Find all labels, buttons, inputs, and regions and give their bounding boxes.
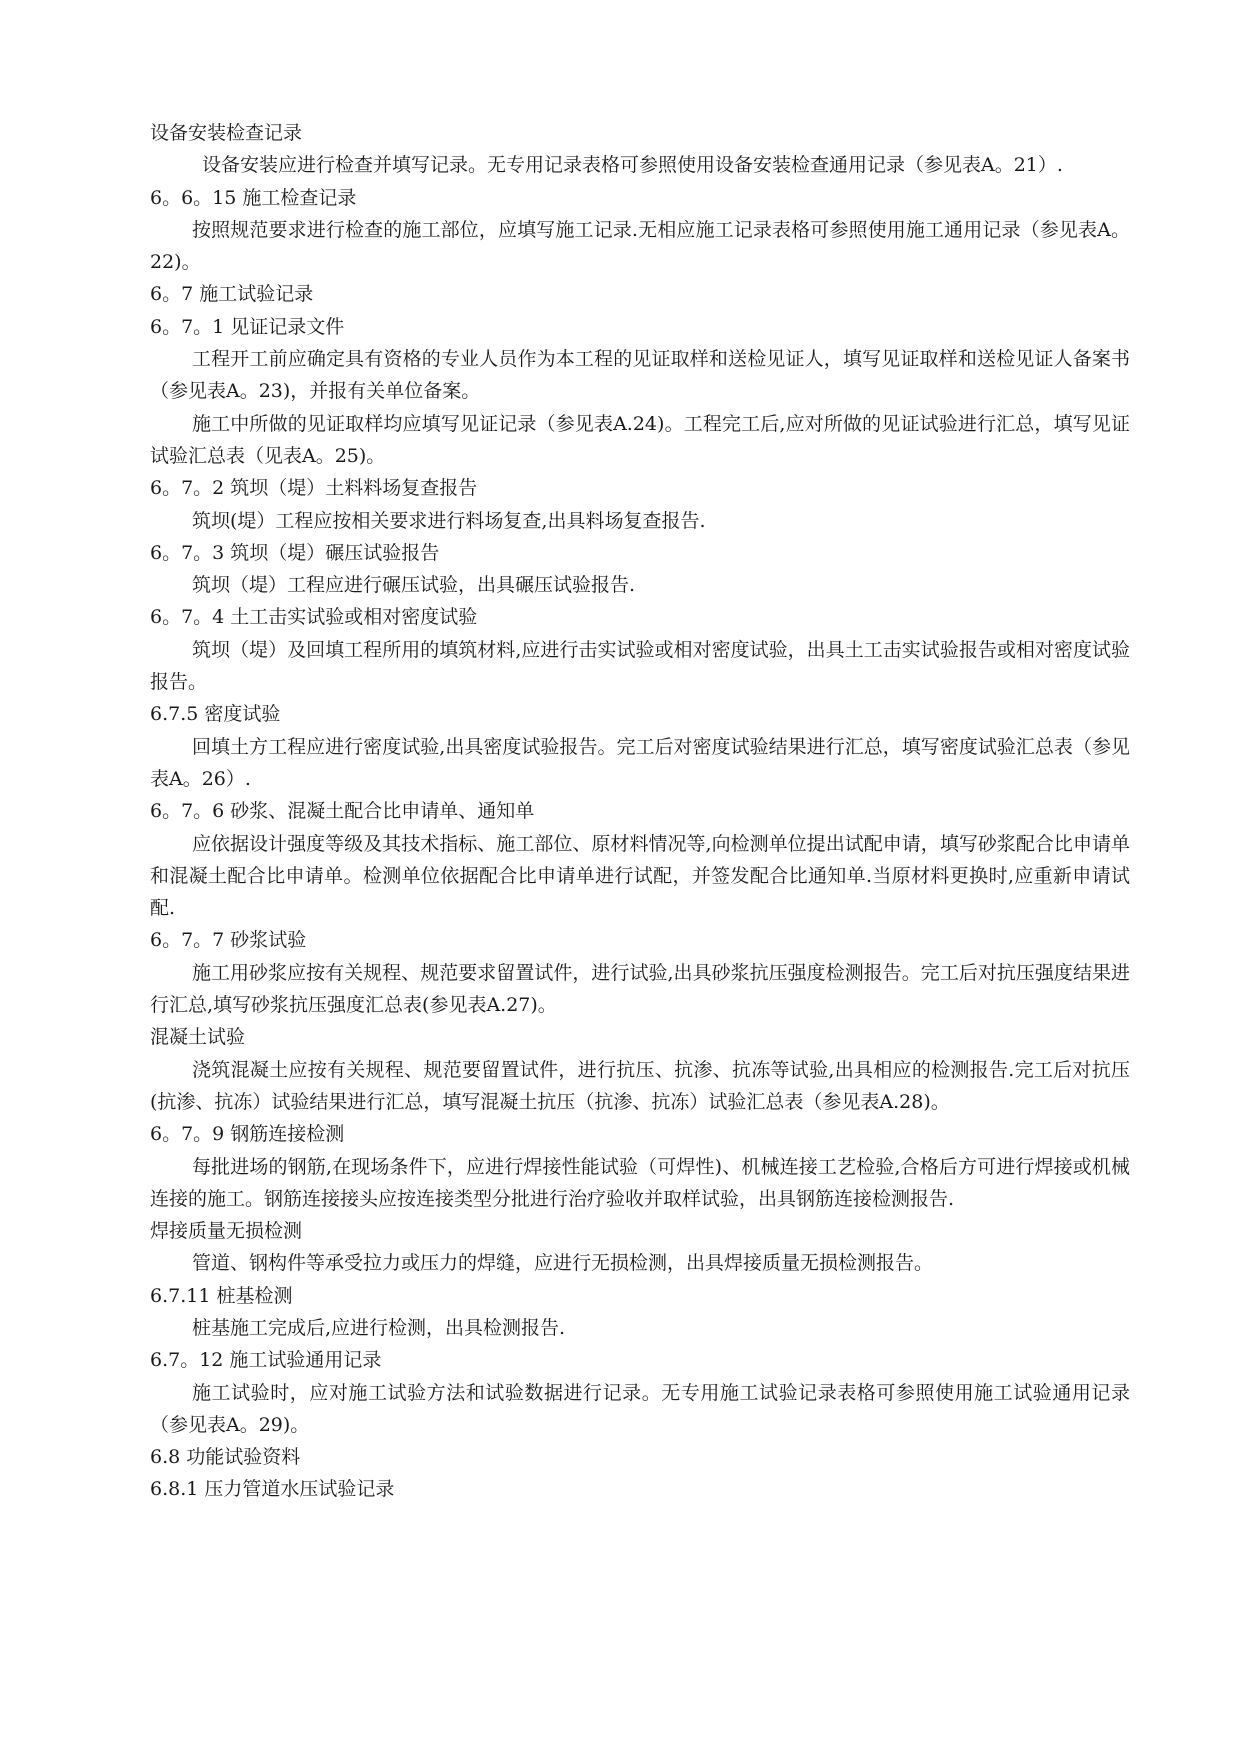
section-heading: 6.7。12 施工试验通用记录: [150, 1349, 382, 1372]
section-heading: 焊接质量无损检测: [150, 1220, 303, 1243]
body-paragraph: 设备安装应进行检查并填写记录。无专用记录表格可参照使用设备安装检查通用记录（参见表A。21）.: [202, 154, 1063, 177]
section-heading: 混凝土试验: [150, 1026, 246, 1049]
body-paragraph: 筑坝（堤）工程应进行碾压试验，出具碾压试验报告.: [192, 574, 636, 597]
section-heading: 6。7。3 筑坝（堤）碾压试验报告: [150, 541, 440, 564]
section-heading: 6。7。4 土工击实试验或相对密度试验: [150, 606, 478, 629]
section-heading: 6.7.11 桩基检测: [150, 1284, 293, 1307]
section-heading: 6。7。6 砂浆、混凝土配合比申请单、通知单: [150, 800, 535, 823]
section-heading: 6.7.5 密度试验: [150, 703, 281, 726]
section-heading: 6.8 功能试验资料: [150, 1446, 301, 1469]
body-paragraph: 应依据设计强度等级及其技术指标、施工部位、原材料情况等,向检测单位提出试配申请，填写砂浆配合比申请单和混凝土配合比申请单。检测单位依据配合比申请单进行试配，并签发配合比通知单.当原材料更换时,应重新申请试配.: [150, 832, 1130, 920]
body-paragraph: 回填土方工程应进行密度试验,出具密度试验报告。完工后对密度试验结果进行汇总，填写密度试验汇总表（参见表A。26）.: [150, 735, 1130, 790]
body-paragraph: 工程开工前应确定具有资格的专业人员作为本工程的见证取样和送检见证人，填写见证取样和送检见证人备案书（参见表A。23)，并报有关单位备案。: [150, 348, 1130, 403]
body-paragraph: 施工中所做的见证取样均应填写见证记录（参见表A.24)。工程完工后,应对所做的见证试验进行汇总，填写见证试验汇总表（见表A。25)。: [150, 412, 1130, 467]
body-paragraph: 筑坝（堤）及回填工程所用的填筑材料,应进行击实试验或相对密度试验，出具土工击实试验报告或相对密度试验报告。: [150, 638, 1130, 694]
section-heading: 6。7。9 钢筋连接检测: [150, 1123, 345, 1146]
section-heading: 6。7。1 见证记录文件: [150, 315, 345, 338]
section-heading: 6。7 施工试验记录: [150, 283, 314, 306]
section-heading: 6.8.1 压力管道水压试验记录: [150, 1478, 395, 1501]
body-paragraph: 管道、钢构件等承受拉力或压力的焊缝，应进行无损检测，出具焊接质量无损检测报告。: [192, 1252, 934, 1275]
section-heading: 6。6。15 施工检查记录: [150, 186, 357, 209]
section-heading: 6。7。2 筑坝（堤）土料料场复查报告: [150, 477, 478, 500]
document-page: [150, 117, 1130, 1506]
body-paragraph: 施工用砂浆应按有关规程、规范要求留置试件，进行试验,出具砂浆抗压强度检测报告。完工后对抗压强度结果进行汇总,填写砂浆抗压强度汇总表(参见表A.27)。: [150, 961, 1130, 1017]
section-heading: 设备安装检查记录: [150, 122, 303, 144]
body-paragraph: 桩基施工完成后,应进行检测，出具检测报告.: [192, 1316, 566, 1339]
body-paragraph: 每批进场的钢筋,在现场条件下，应进行焊接性能试验（可焊性)、机械连接工艺检验,合格后方可进行焊接或机械连接的施工。钢筋连接接头应按连接类型分批进行治疗验收并取样试验，出具钢筋连接检测报告.: [150, 1155, 1130, 1210]
body-paragraph: 施工试验时，应对施工试验方法和试验数据进行记录。无专用施工试验记录表格可参照使用施工试验通用记录（参见表A。29)。: [150, 1381, 1130, 1436]
body-paragraph: 按照规范要求进行检查的施工部位，应填写施工记录.无相应施工记录表格可参照使用施工通用记录（参见表A。22)。: [150, 218, 1130, 274]
body-paragraph: 筑坝(堤）工程应按相关要求进行料场复查,出具料场复查报告.: [192, 509, 706, 532]
section-heading: 6。7。7 砂浆试验: [150, 929, 307, 952]
body-paragraph: 浇筑混凝土应按有关规程、规范要留置试件，进行抗压、抗渗、抗冻等试验,出具相应的检测报告.完工后对抗压(抗渗、抗冻）试验结果进行汇总，填写混凝土抗压（抗渗、抗冻）试验汇总表（参见表A.28)。: [150, 1058, 1130, 1113]
